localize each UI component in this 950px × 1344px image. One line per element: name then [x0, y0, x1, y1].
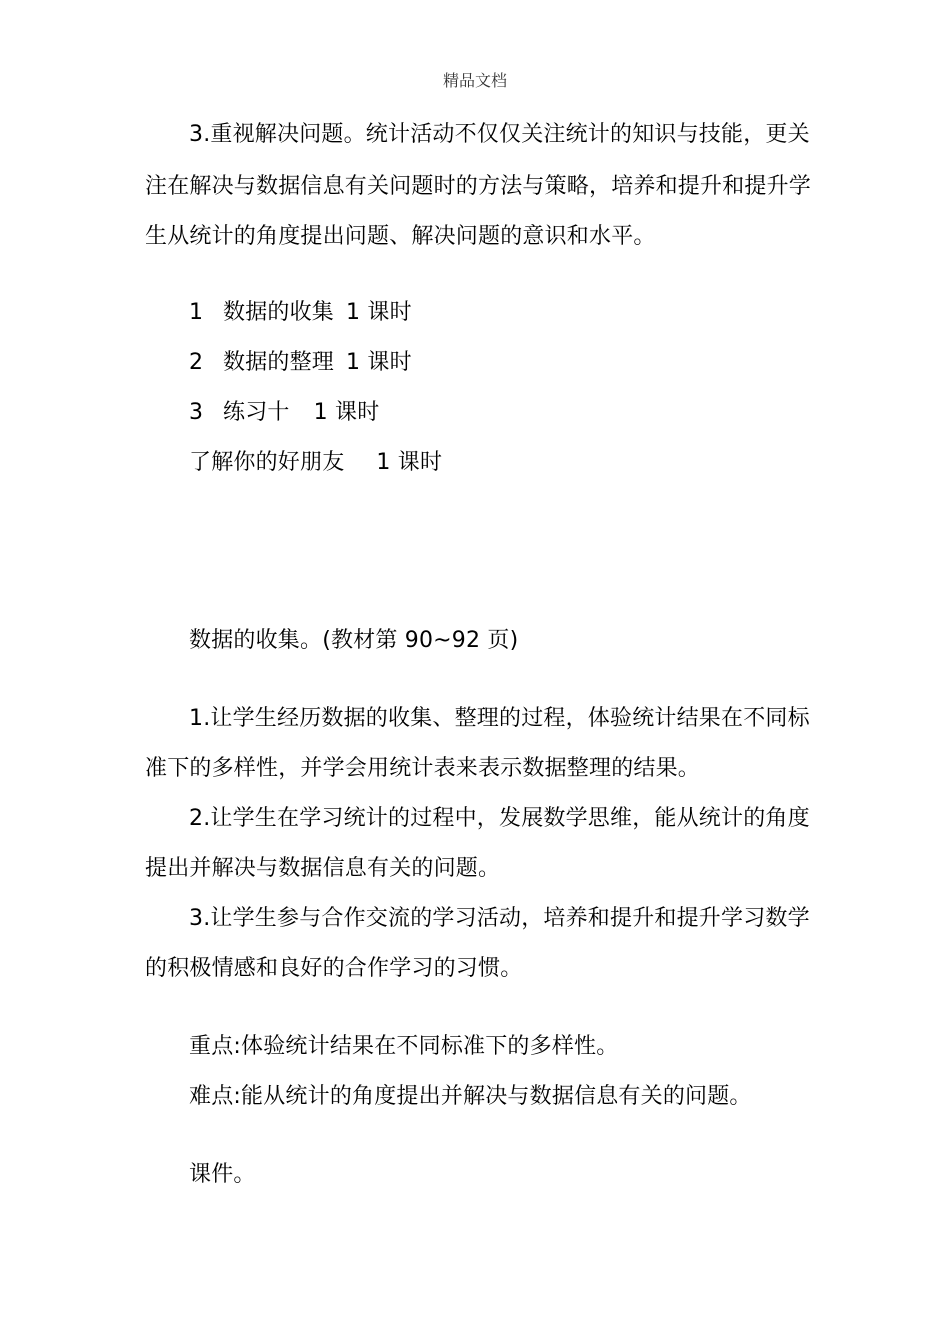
lesson-item — [189, 398, 379, 428]
lesson-hours: 1 课时 — [376, 450, 443, 475]
lesson-number: 1 — [189, 300, 204, 325]
lesson-number: 3 — [189, 400, 204, 425]
objective-line: 的积极情感和良好的合作学习的习惯。 — [145, 956, 523, 981]
lesson-name: 数据的整理 — [223, 350, 335, 375]
lesson-topic: 数据的收集。(教材第 90~92 页) — [189, 628, 519, 653]
objective-line: 提出并解决与数据信息有关的问题。 — [145, 856, 501, 881]
lesson-item — [189, 448, 442, 478]
lesson-hours: 1 课时 — [346, 300, 412, 325]
paragraph-line: 生从统计的角度提出问题、解决问题的意识和水平。 — [145, 224, 656, 249]
lesson-name: 了解你的好朋友 — [189, 450, 345, 475]
lesson-number: 2 — [189, 350, 204, 375]
paragraph-line: 注在解决与数据信息有关问题时的方法与策略，培养和提升和提升学 — [145, 174, 812, 199]
lesson-item — [189, 348, 412, 378]
lesson-name: 数据的收集 — [223, 300, 335, 325]
lesson-hours: 1 课时 — [346, 350, 412, 375]
objective-line: 3.让学生参与合作交流的学习活动，培养和提升和提升学习数学 — [189, 906, 810, 931]
objective-line: 2.让学生在学习统计的过程中，发展数学思维，能从统计的角度 — [189, 806, 810, 831]
lesson-hours: 1 课时 — [313, 400, 380, 425]
page-header: 精品文档 — [442, 71, 507, 90]
paragraph-line: 3.重视解决问题。统计活动不仅仅关注统计的知识与技能，更关 — [189, 122, 810, 147]
lesson-item — [189, 298, 412, 328]
objective-line: 准下的多样性，并学会用统计表来表示数据整理的结果。 — [145, 756, 701, 781]
difficult-point: 难点:能从统计的角度提出并解决与数据信息有关的问题。 — [189, 1084, 752, 1109]
key-point: 重点:体验统计结果在不同标准下的多样性。 — [189, 1034, 619, 1059]
lesson-name: 练习十 — [223, 400, 290, 425]
teaching-materials: 课件。 — [189, 1162, 256, 1187]
objective-line: 1.让学生经历数据的收集、整理的过程，体验统计结果在不同标 — [189, 706, 810, 731]
